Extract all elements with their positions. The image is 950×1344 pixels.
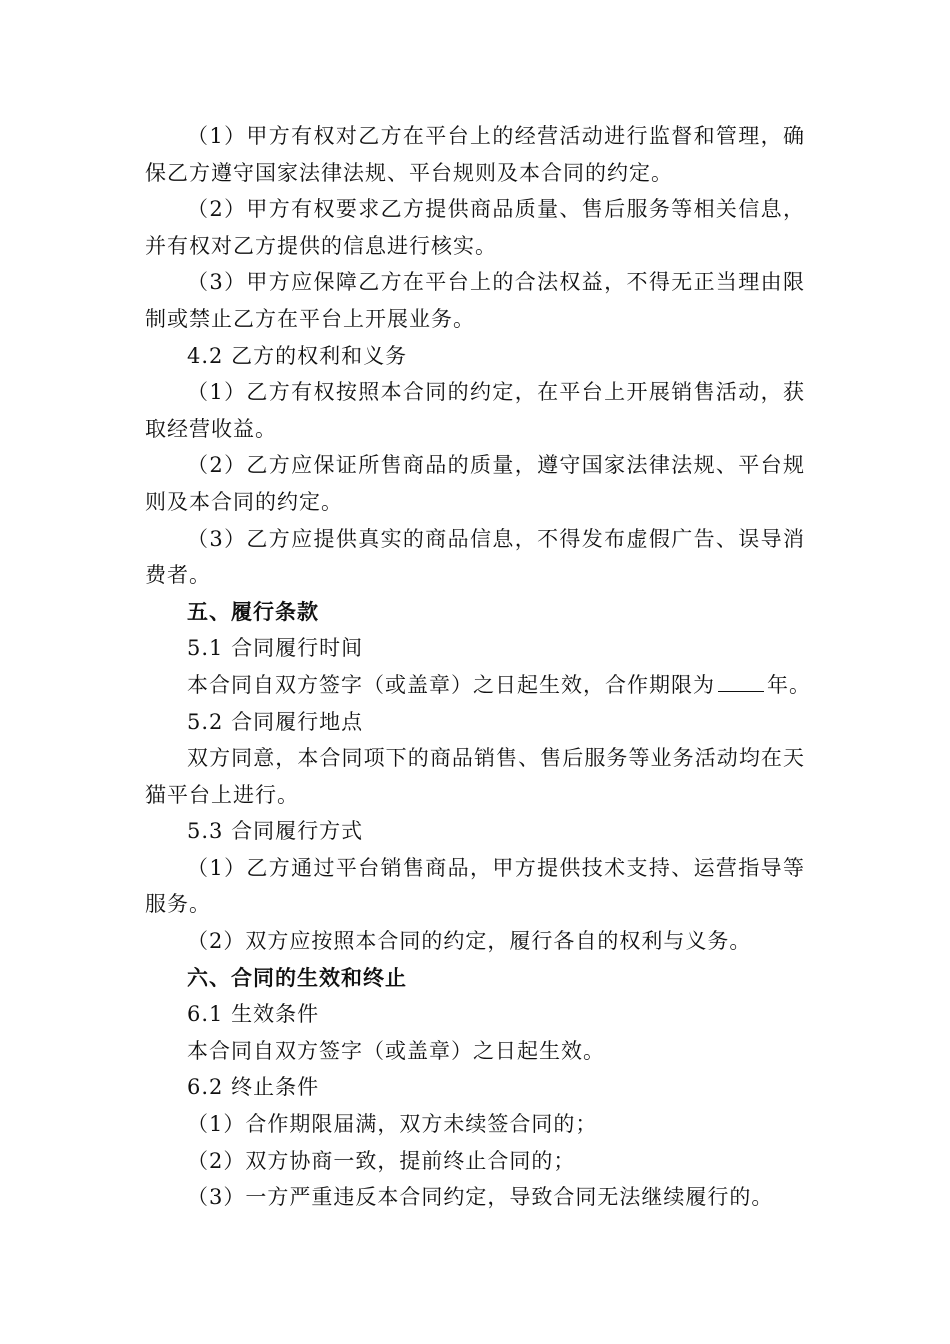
section-6-2-title: 6.2 终止条件: [187, 1075, 320, 1100]
term-duration-line: [145, 667, 811, 704]
term-duration-text: 本合同自双方签字（或盖章）之日起生效，合作期限为: [187, 672, 715, 697]
clause-performance-method-1: （1）乙方通过平台销售商品，甲方提供技术支持、运营指导等服务。: [145, 855, 805, 917]
chapter-6-heading: 六、合同的生效和终止: [187, 964, 407, 990]
clause-party-b-duty-3: （3）乙方应提供真实的商品信息，不得发布虚假广告、误导消费者。: [145, 526, 805, 588]
clause-party-a-right-1: （1）甲方有权对乙方在平台上的经营活动进行监督和管理，确保乙方遵守国家法律法规、平台规则及本合同的约定。: [145, 124, 805, 185]
clause-party-b-duty-2: （2）乙方应保证所售商品的质量，遵守国家法律法规、平台规则及本合同的约定。: [145, 453, 805, 514]
chapter-5-heading: 五、履行条款: [187, 598, 319, 624]
term-years-blank: [718, 669, 764, 692]
clause-performance-method-2: （2）双方应按照本合同的约定，履行各自的权利与义务。: [187, 929, 752, 954]
term-duration-suffix: 年。: [767, 672, 811, 697]
clause-termination-1: （1）合作期限届满，双方未续签合同的；: [187, 1112, 598, 1137]
section-5-3-title: 5.3 合同履行方式: [187, 819, 364, 844]
section-5-1-title: 5.1 合同履行时间: [187, 636, 364, 661]
clause-termination-2: （2）双方协商一致，提前终止合同的；: [187, 1148, 576, 1173]
section-6-1-title: 6.1 生效条件: [187, 1002, 320, 1027]
clause-party-b-right-1: （1）乙方有权按照本合同的约定，在平台上开展销售活动，获取经营收益。: [145, 380, 805, 441]
clause-party-a-right-2: （2）甲方有权要求乙方提供商品质量、售后服务等相关信息，并有权对乙方提供的信息进行核实。: [145, 197, 805, 258]
clause-termination-3: （3）一方严重违反本合同约定，导致合同无法继续履行的。: [187, 1185, 774, 1210]
clause-effective-condition: 本合同自双方签字（或盖章）之日起生效。: [187, 1038, 605, 1063]
clause-performance-place: 双方同意，本合同项下的商品销售、售后服务等业务活动均在天猫平台上进行。: [145, 746, 805, 807]
clause-party-a-duty-3: （3）甲方应保障乙方在平台上的合法权益，不得无正当理由限制或禁止乙方在平台上开展业务。: [145, 270, 805, 331]
section-4-2-title: 4.2 乙方的权利和义务: [187, 343, 408, 368]
section-5-2-title: 5.2 合同履行地点: [187, 709, 364, 734]
